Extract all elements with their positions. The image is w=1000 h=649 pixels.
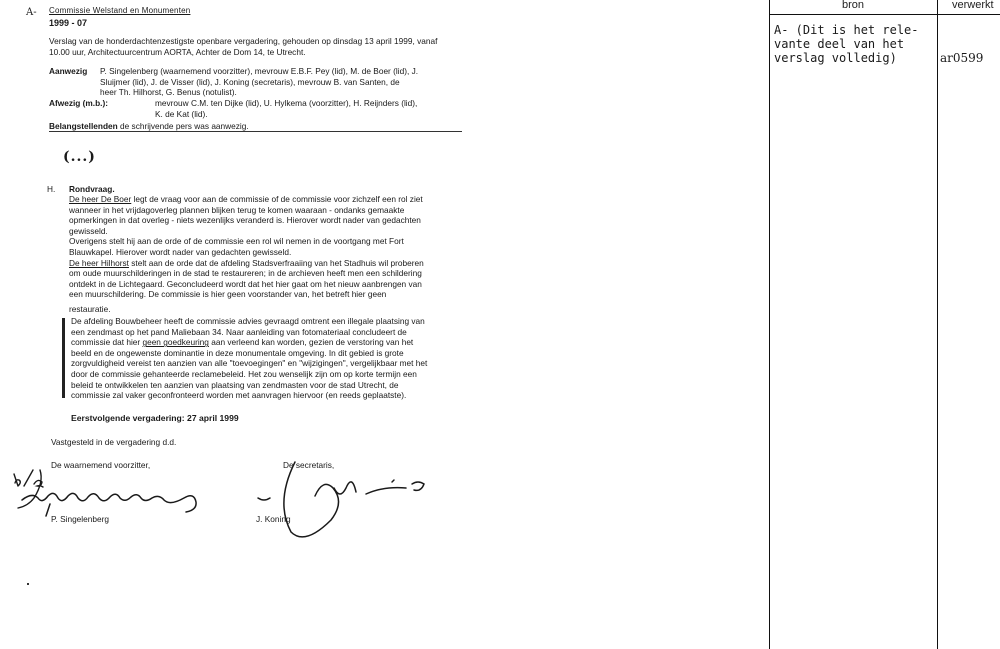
underlined-phrase: geen goedkeuring [142, 337, 209, 348]
paragraph-line: aan verleend kan worden, gezien de verstoring van het [208, 337, 414, 348]
margin-bar [62, 318, 65, 398]
present-line: Sluijmer (lid), J. de Visser (lid), J. Koning (secretaris), mevrouw B. van Santen, de [100, 76, 400, 87]
paragraph-line: restauratie. [69, 304, 111, 314]
paragraph-bouwbeheer [71, 316, 461, 401]
paragraph-line: om oude muurschilderingen in de stad te restaureren; in de archieven heeft men een schildering [69, 268, 422, 279]
secretary-role: De secretaris, [283, 460, 335, 470]
paragraph-line: ontdekt in de Lichtegaard. Geconcludeerd wordt dat het hier gaat om het nieuw aanbrengen van [69, 278, 422, 289]
adopted-line: Vastgesteld in de vergadering d.d. [51, 437, 177, 447]
paragraph-line: wanneer in het vrijdagoverleg plannen blijken terug te komen waaraan - ondanks gemaakte [69, 204, 405, 215]
absent-row [49, 98, 464, 120]
paragraph-line: opmerkingen in dat overleg - niets wezenlijks veranderd is. Hierover wordt nader van gedachten [69, 215, 421, 226]
interested-row [49, 121, 249, 132]
speaker-name: De heer Hilhorst [69, 257, 129, 268]
present-row [49, 66, 464, 98]
secretary-name: J. Koning [256, 514, 291, 524]
margin-mark: A- [26, 7, 37, 18]
speaker-name: De heer De Boer [69, 194, 132, 204]
present-label: Aanwezig [49, 66, 88, 76]
chair-role: De waarnemend voorzitter, [51, 460, 151, 470]
paragraph-de-boer [69, 194, 459, 300]
chair-signature [22, 493, 270, 516]
signatures-drawing [0, 440, 470, 560]
omission-marker: (...) [63, 149, 96, 165]
paragraph-line: De afdeling Bouwbeheer heeft de commissie advies gevraagd omtrent een illegale plaatsing van [71, 316, 425, 326]
present-list [100, 66, 418, 98]
paragraph-line: commissie dat hier [71, 337, 143, 348]
archive-reference: ar0599 [940, 51, 984, 65]
present-line: heer Th. Hilhorst, G. Benus (notulist). [100, 87, 237, 98]
panel-column-divider [937, 0, 938, 649]
header-divider [49, 131, 462, 132]
chair-name: P. Singelenberg [51, 514, 109, 524]
paragraph-line: legt de vraag voor aan de commissie of de commissie voor zichzelf een rol ziet [131, 194, 423, 204]
paragraph-line: stelt aan de orde dat de afdeling Stadsverfraaiing van het Stadhuis wil proberen [128, 257, 424, 268]
paragraph-line: beeld en de ongewenste dominantie in deze monumentale omgeving. In dit gebied is grote [71, 347, 404, 358]
column-header-bron: bron [842, 0, 865, 11]
intro-paragraph: Verslag van de honderdachtenzestigste openbare vergadering, gehouden op dinsdag 13 april 1999, vanaf 10.00 uur, Architectuurcentrum AORTA, Achter de Dom 14, te Utrecht. [49, 36, 438, 57]
paragraph-line: gewisseld. [69, 225, 108, 236]
scan-speck [27, 583, 29, 585]
section-title: Rondvraag. [69, 184, 115, 194]
absent-line: mevrouw C.M. ten Dijke (lid), U. Hylkema (voorzitter), H. Reijnders (lid), [155, 98, 418, 108]
scanned-document [0, 0, 470, 649]
absent-label: Afwezig (m.b.): [49, 98, 108, 108]
interested-label: Belangstellenden [49, 121, 118, 131]
paragraph-line: een muurschildering. De commissie is hier geen voorstander van, het betreft hier geen [69, 289, 387, 300]
absent-list [155, 98, 417, 119]
section-letter: H. [47, 184, 56, 194]
column-header-verwerkt: verwerkt [952, 0, 994, 11]
present-line: P. Singelenberg (waarnemend voorzitter), mevrouw E.B.F. Pey (lid), M. de Boer (lid), J. [100, 66, 419, 76]
document-number: 1999 - 07 [49, 18, 88, 28]
interested-text: de schrijvende pers was aanwezig. [117, 121, 249, 131]
panel-left-border [769, 0, 770, 649]
paragraph-line: commissie zal vaker geconfronteerd worden met aanvragen hiervoor (en reeds geplaatste). [71, 390, 407, 401]
organization-name: Commissie Welstand en Monumenten [49, 6, 191, 15]
paragraph-line: zorgvuldigheid vereist ten aanzien van alle "toevoegingen" en "wijzigingen", vergelijkbaar met het [71, 358, 428, 369]
next-meeting: Eerstvolgende vergadering: 27 april 1999 [71, 413, 239, 423]
paragraph-line: door de commissie gehanteerde reclamebeleid. Het zou wenselijk zijn om op korte termijn een [71, 368, 417, 379]
handwritten-initials [14, 470, 43, 508]
paragraph-line: een zendmast op het pand Maliebaan 34. Naar aanleiding van fotomateriaal concludeert de [71, 326, 407, 337]
paragraph-line: beleid te ontwikkelen ten aanzien van plaatsing van zendmasten voor de stad Utrecht, de [71, 379, 399, 390]
paragraph-line: Overigens stelt hij aan de orde of de commissie een rol wil nemen in de voortgang met Fort [69, 236, 404, 247]
absent-line: K. de Kat (lid). [155, 108, 208, 119]
paragraph-line: Blauwkapel. Hierover wordt nader van gedachten gewisseld. [69, 246, 292, 257]
panel-note: A- (Dit is het rele- vante deel van het verslag volledig) [774, 23, 919, 65]
panel-header-divider [769, 14, 1000, 15]
secretary-signature [284, 462, 424, 537]
